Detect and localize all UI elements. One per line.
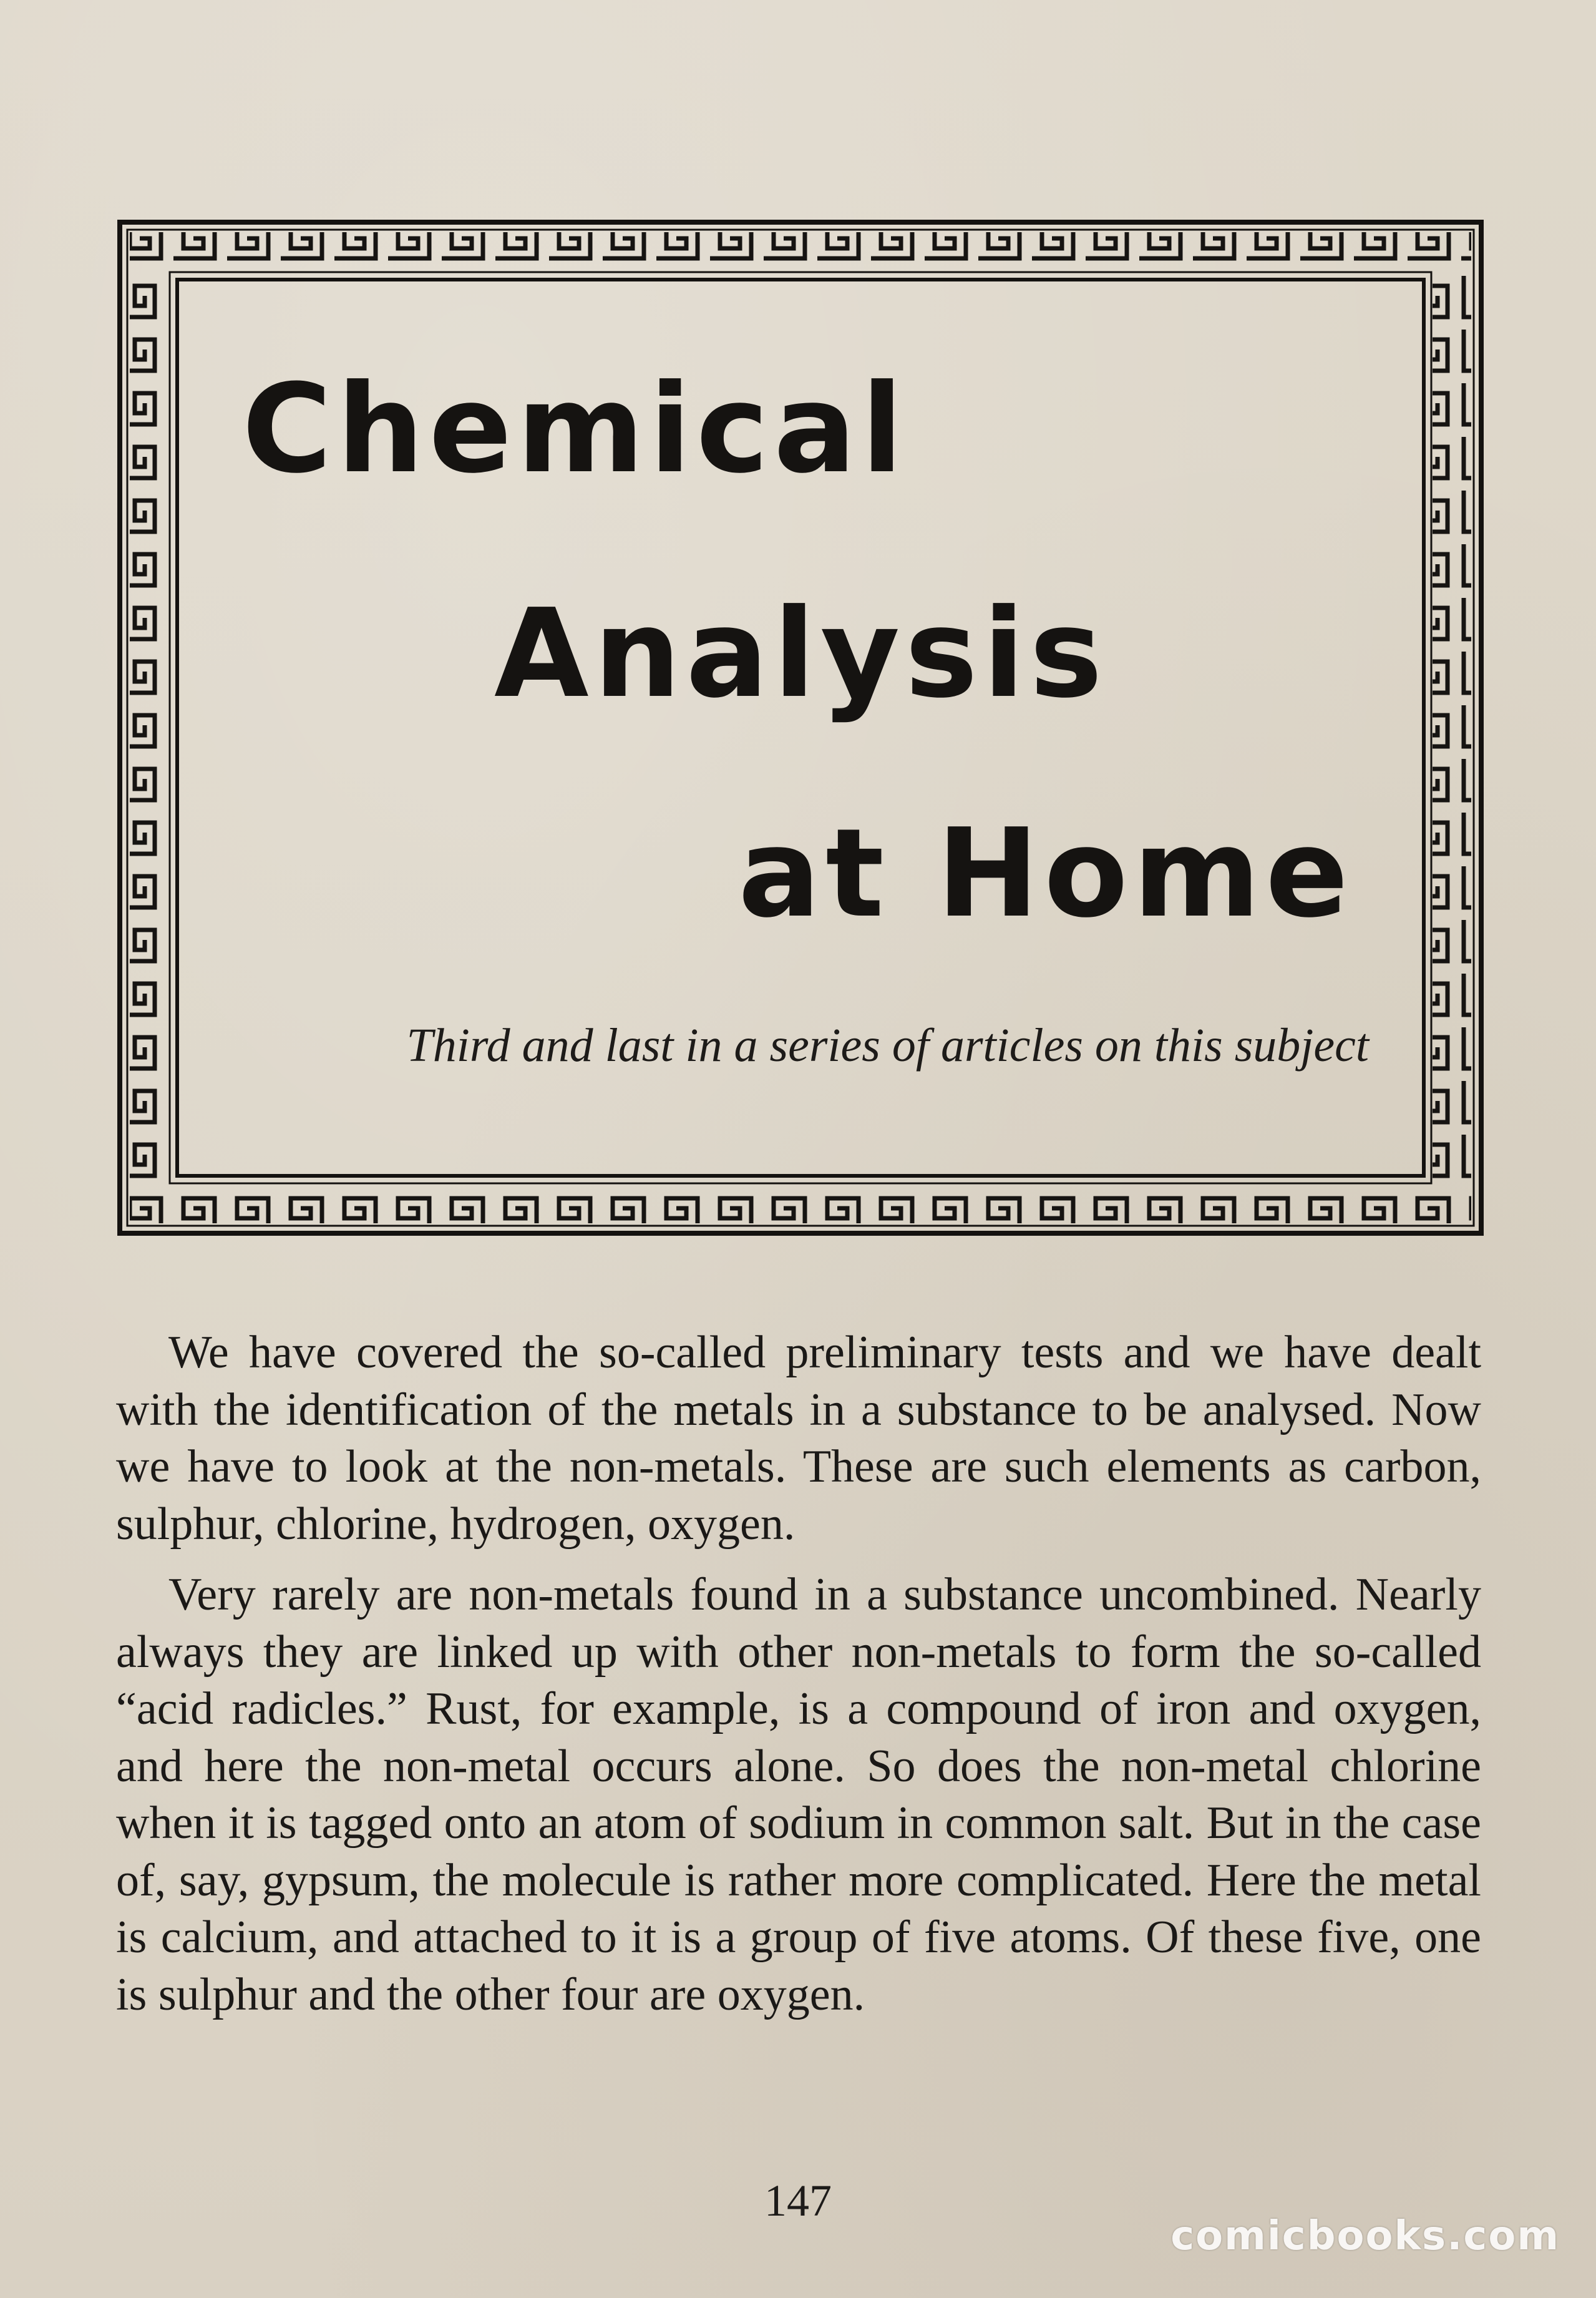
paragraph-1: We have covered the so-called preliminary tests and we have dealt with the identification of the metals in a substance to be analysed. Now we have to look at the non-metals. These are such elements as carbon, sulphur, chlorine, hydrogen, oxygen. (116, 1327, 1481, 1550)
article-subtitle: Third and last in a series of articles on this subject (406, 1019, 1369, 1072)
title-line-3: at Home (738, 803, 1354, 945)
paragraph-2: Very rarely are non-metals found in a substance uncombined. Nearly always they are linked up with other non-metals to form the so-called “acid radicles.” Rust, for example, is a compound of iron and oxygen, and here the non-metal occurs alone. So does the non-metal chlorine when it is tagged onto an atom of sodium in common salt. But in the case of, say, gypsum, the molecule is rather more complicated. Here the metal is calcium, and attached to it is a group of five atoms. Of these five, one is sulphur and the other four are oxygen. (116, 1569, 1481, 2020)
title-frame (117, 220, 1484, 1236)
title-line-1: Chemical (242, 358, 908, 501)
title-line-2: Analysis (494, 583, 1107, 725)
page-number: 147 (764, 2176, 832, 2226)
article-body (116, 1324, 1481, 2037)
watermark: comicbooks.com (1170, 2213, 1560, 2259)
